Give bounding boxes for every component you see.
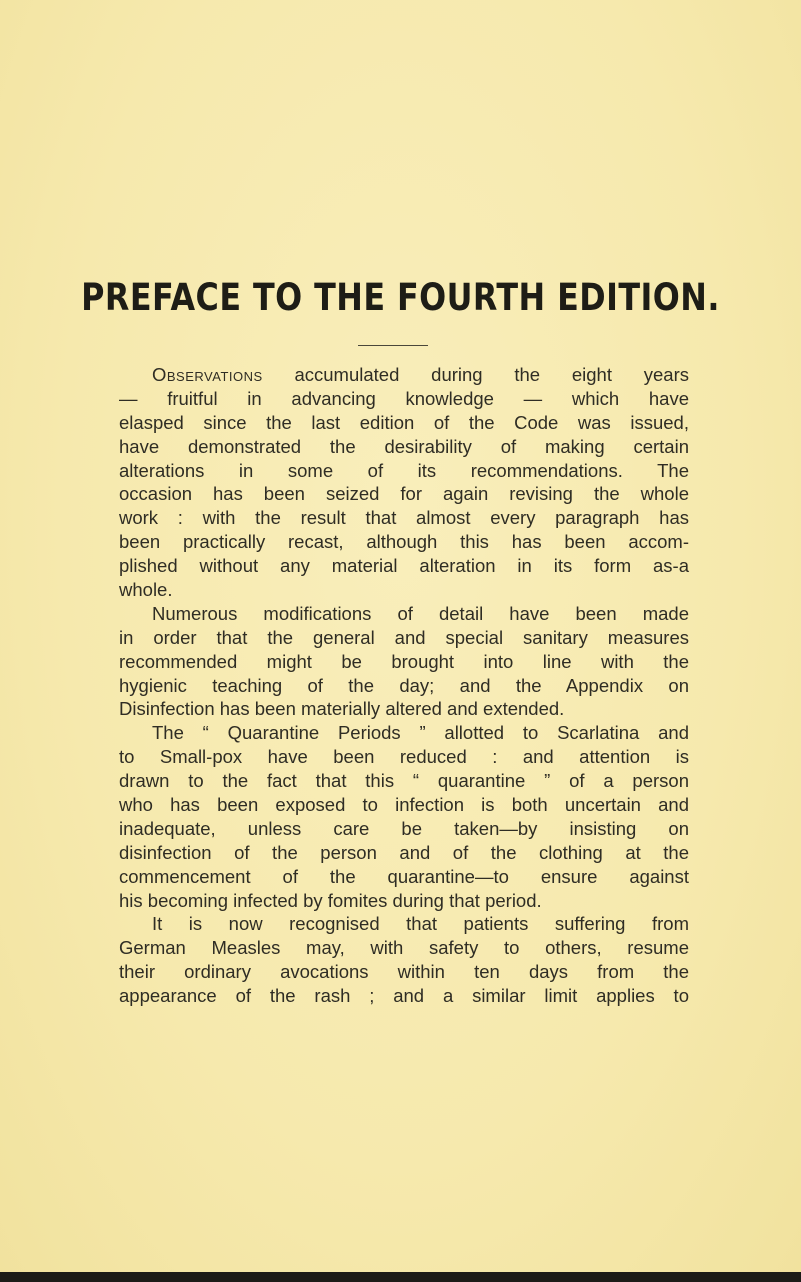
title-divider bbox=[358, 345, 428, 346]
text-line: his becoming infected by fomites during that period. bbox=[119, 889, 542, 911]
text-line: in order that the general and special sanitary measures bbox=[119, 626, 689, 648]
text-line: work : with the result that almost every paragraph has bbox=[119, 507, 689, 529]
text-line: Numerous modifications of detail have been made bbox=[152, 602, 689, 624]
text-line: German Measles may, with safety to others, resume bbox=[119, 937, 689, 959]
text-line: Observations accumulated during the eight years bbox=[152, 364, 689, 385]
text-line: elasped since the last edition of the Code was issued, bbox=[119, 411, 689, 433]
page-title: PREFACE TO THE FOURTH EDITION. bbox=[81, 276, 720, 319]
first-word: Observations bbox=[152, 364, 263, 385]
preface-body bbox=[119, 363, 689, 1008]
text-line: drawn to the fact that this “ quarantine ” of a person bbox=[119, 770, 689, 792]
text-line: to Small-pox have been reduced : and attention is bbox=[119, 746, 689, 768]
text-line: inadequate, unless care be taken—by insisting on bbox=[119, 817, 689, 839]
text-line: their ordinary avocations within ten days from the bbox=[119, 961, 689, 983]
text-line: Disinfection has been materially altered and extended. bbox=[119, 698, 565, 720]
text-line: occasion has been seized for again revising the whole bbox=[119, 483, 689, 505]
text-line: whole. bbox=[119, 579, 173, 601]
scan-edge bbox=[0, 1272, 801, 1282]
text-line: — fruitful in advancing knowledge — which have bbox=[119, 387, 689, 409]
text-line: alterations in some of its recommendations. The bbox=[119, 459, 689, 481]
text-line: It is now recognised that patients suffering from bbox=[152, 913, 689, 935]
text-line: appearance of the rash ; and a similar limit applies to bbox=[119, 985, 689, 1007]
text-line: hygienic teaching of the day; and the Appendix on bbox=[119, 674, 689, 696]
text-line: commencement of the quarantine—to ensure against bbox=[119, 865, 689, 887]
text-line: disinfection of the person and of the clothing at the bbox=[119, 841, 689, 863]
text-line: plished without any material alteration in its form as-a bbox=[119, 555, 689, 577]
text-line: been practically recast, although this has been accom- bbox=[119, 531, 689, 553]
text-line: who has been exposed to infection is both uncertain and bbox=[119, 794, 689, 816]
text-line: The “ Quarantine Periods ” allotted to Scarlatina and bbox=[152, 722, 689, 744]
text-line: have demonstrated the desirability of making certain bbox=[119, 435, 689, 457]
text-line: recommended might be brought into line with the bbox=[119, 650, 689, 672]
